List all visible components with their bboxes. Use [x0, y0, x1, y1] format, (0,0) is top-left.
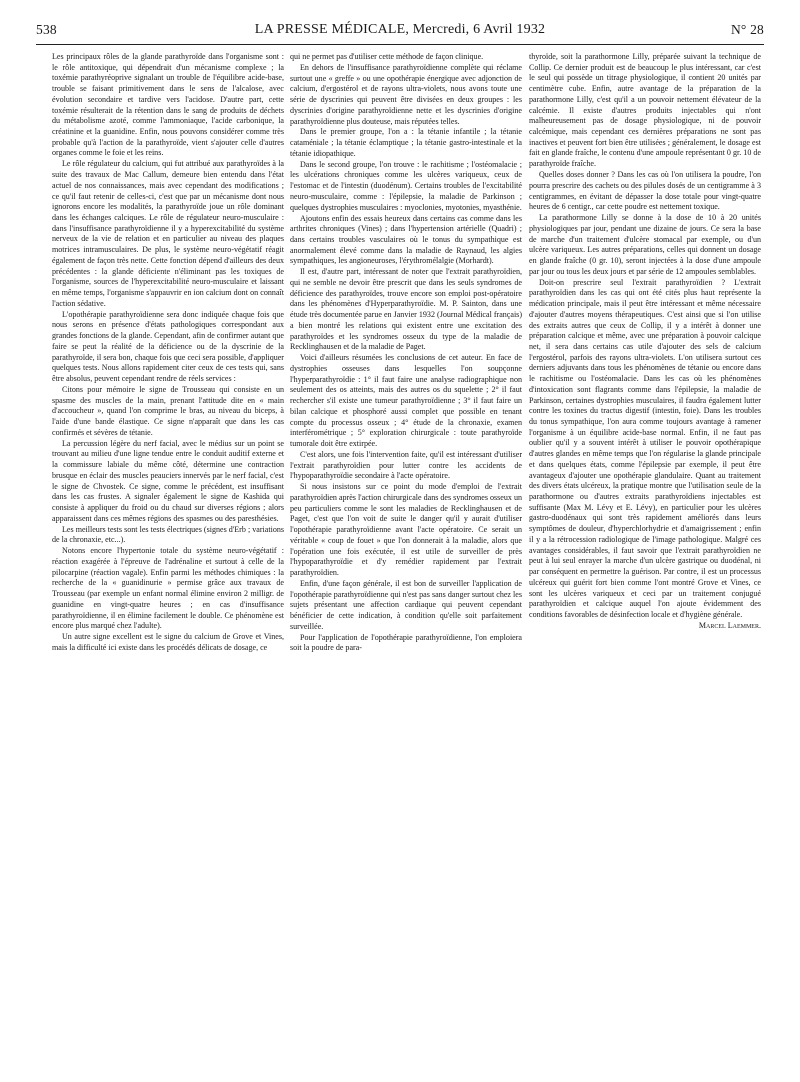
- column-right: [529, 52, 761, 1076]
- paragraph: Quelles doses donner ? Dans les cas où l'on utilisera la poudre, l'on pourra prescrire des cachets ou des pilules dosés de un centigramme à 3 centigrammes, en évitant de dépasser la dose totale pour vingt-quatre heures de 6 centigr., car cette poudre est nettement toxique.: [529, 170, 761, 212]
- paragraph: Dans le premier groupe, l'on a : la tétanie infantile ; la tétanie cataméniale ; la tétanie éclamptique ; la tétanie gastro-intestinale et la tétanie idiopathique.: [290, 127, 522, 158]
- paragraph: Un autre signe excellent est le signe du calcium de Grove et Vines, mais la difficulté ici existe dans les procédés délicats de dosage, ce: [52, 632, 284, 652]
- paragraph: Si nous insistons sur ce point du mode d'emploi de l'extrait parathyroïdien après l'action chirurgicale dans des syndromes osseux un peu particuliers comme le sont les maladies de Recklinghausen et de Paget, c'est que l'on voit de suite le danger qu'il y aurait d'utiliser l'opothérapie parathyroïdienne avant l'acte opératoire. Ce serait un véritable « coup de fouet » que l'on donnerait à la maladie, alors que l'opération une fois exécutée, il est utile de surveiller de près l'hypoparathyroïdie et d'y remédier rapidement par l'extrait parathyroïdien.: [290, 482, 522, 577]
- paragraph: L'opothérapie parathyroïdienne sera donc indiquée chaque fois que nous serons en présence d'états pathologiques correspondant aux grandes fonctions de la glande. Cependant, afin de confirmer autant que faire se peut la réalité de la déficience ou de la dyscrinie de la parathyroïde, il sera bon, chaque fois que ceci sera possible, d'appliquer quelques tests. Nous allons rapidement citer ceux de ces tests qui, sans être absolus, peuvent cependant rendre de réels services :: [52, 309, 284, 383]
- paragraph: Les principaux rôles de la glande parathyroïde dans l'organisme sont : le rôle antitoxique, qui dépendrait d'un mécanisme complexe ; la toxémie parathyréoprive signalant un trouble de l'équilibre acide-base, trouble se faisant primitivement dans le sens de l'alcalose, avec évolution secondaire et tardive vers l'acidose. D'autre part, cette toxémie résulterait de la rétention dans le sang de produits de déchets du métabolisme azoté, comme l'ammoniaque, l'acide carbonique, la créatinine et la guanidine. Enfin, nous pouvons considérer comme très probable qu'à l'action de la parathyroïde, vient s'ajouter celle d'autres organes comme le foie et les reins.: [52, 52, 284, 158]
- paragraph: thyroïde, soit la parathormone Lilly, préparée suivant la technique de Collip. Ce dernier produit est de beaucoup le plus intéressant, car c'est le seul qui possède un titrage physiologique, il contient 20 unités par centimètre cube. Enfin, autre avantage de la préparation de la parathormone Lilly, c'est qu'il a un pouvoir nettement élévateur de la calcémie. Il existe d'autres produits injectables qui n'ont malheureusement pas de dosage physiologique, ni de pouvoir calcémique, mais cependant ces dernières préparations ne sont pas inactives et peuvent fort bien être utilisées ; généralement, le dosage est fait en glande fraîche, le contenu d'une ampoule représentant 0 gr. 10 de parathyroïde fraîche.: [529, 52, 761, 169]
- paragraph: Dans le second groupe, l'on trouve : le rachitisme ; l'ostéomalacie ; les ulcérations chroniques comme les ulcères variqueux, ceux de l'estomac et de l'intestin (duodénum). Certains troubles de l'excitabilité neuro-musculaire, comme : l'épilepsie, la maladie de Parkinson ; quelques dystrophies musculaires : myoclonies, myotonies, myasthénie.: [290, 159, 522, 212]
- paragraph: Notons encore l'hypertonie totale du système neuro-végétatif : réaction exagérée à l'épreuve de l'adrénaline et surtout à celle de la pilocarpine (réaction vagale). Enfin parmi les méthodes chimiques : la recherche de la « guanidinurie » permise grâce aux travaux de Trousseau (par exemple un enfant normal élimine environ 2 milligr. de guanidine en vingt-quatre heures ; en cas d'insuffisance parathyroïdienne, il en élimine facilement le double. Ce phénomène est encore plus marqué chez l'adulte).: [52, 546, 284, 631]
- issue-number: N° 28: [730, 22, 764, 37]
- page-number: 538: [36, 22, 57, 37]
- paragraph: La parathormone Lilly se donne à la dose de 10 à 20 unités physiologiques par jour, pendant une dizaine de jours. Ce sera la base de marche d'un traitement d'ulcère stomacal par exemple, ou d'un ulcère variqueux. Les autres préparations, celles qui donnent un dosage en glande fraîche (0 gr. 10), seront injectées à la dose d'une ampoule par jour ou tous les deux jours et par série de 12 ampoules semblables.: [529, 213, 761, 276]
- column-middle: [290, 52, 522, 1076]
- paragraph: Enfin, d'une façon générale, il est bon de surveiller l'application de l'opothérapie parathyroïdienne qui n'est pas sans danger surtout chez les sujets présentant une affection cardiaque qui peuvent cependant bénéficier de cette indication, à condition qu'elle soit parfaitement surveillée.: [290, 578, 522, 631]
- paragraph: En dehors de l'insuffisance parathyroïdienne complète qui réclame surtout une « greffe » ou une opothérapie énergique avec adjonction de calcium, d'ergostérol et de rayons ultra-violets, nous avons toute une série de dyscrinies qui peuvent être divisées en deux groupes : les dyscrinies d'origine parathyroïdienne nette et les dyscrinies d'origine parathyroïdienne plus douteuse, mais réputées telles.: [290, 62, 522, 126]
- author-signature: Marcel Laemmer.: [698, 620, 761, 630]
- paragraph: Doit-on prescrire seul l'extrait parathyroïdien ? L'extrait parathyroïdien dans les cas qui ont été cités plus haut représente la médication principale, mais il peut être intéressant et même nécessaire d'ajouter d'autres moyens thérapeutiques. C'est ainsi que si l'on utilise des extraits autres que ceux de Collip, il y a intérêt à donner une préparation calcique et même, avec une préparation à pouvoir calcique net, il sera dans certains cas utile d'ajouter des sels de calcium l'ergostérol, parfois des rayons ultra-violets. L'on utilisera surtout ces derniers adjuvants dans tous les phénomènes de tétanie ou encore dans le rachitisme ou l'ostéomalacie. Dans les cas où les phénomènes d'intoxication sont flagrants comme dans l'épilepsie, la maladie de Parkinson, certaines dystrophies musculaires, il faudra également lutter contre les toxines du tractus digestif (intestin, foie). Dans les troubles du tonus sympathique, l'on aura comme toujours avantage à ramener l'organisme à un équilibre acide-base normal. Enfin, il ne faut pas oublier qu'il y a souvent intérêt à utiliser le pouvoir opothérapique d'autres glandes en même temps que l'on régularise la glande principale et dans quelques états, comme l'épilepsie par exemple, il peut être avantageux d'ajouter une opothérapie glandulaire. Quant au traitement des divers états ulcéreux, la pratique montre que l'utilisation seule de la parathormone ou d'autres extraits parathyroïdiens injectables est suffisante (Max M. Lévy et E. Lévy), en particulier pour les ulcères gastro-duodénaux qui sont très rapidement améliorés dans leurs symptômes de douleur, d'hyperchlorhydrie et d'amaigrissement ; enfin il y a la rétrocession radiologique de l'image pathologique. Malgré ces avantages considérables, il faut savoir que l'extrait parathyroïdien ne peut à lui seul enrayer la marche d'un ulcère gastrique ou duodénal, ni par conséquent en permettre la guérison. Par contre, il est un processus ulcéreux qui guérit fort bien comme l'ont montré Grove et Vines, ce sont les ulcères variqueux et ceci par un traitement conjugué parathyroïdien et calcique auquel l'on ajoute évidemment des conditions favorables de désinfection locale et d'hygiène générale.: [529, 277, 761, 619]
- page-header: [36, 18, 764, 45]
- paragraph: Le rôle régulateur du calcium, qui fut attribué aux parathyroïdes à la suite des travaux de Mac Callum, demeure bien entendu dans l'état actuel de nos connaissances, mais avec cependant des modifications ; ce qu'il faut retenir de celles-ci, c'est que par un mécanisme dont nous ignorons encore les modalités, la parathyroïde joue un rôle dominant dans les échanges calciques. Le rôle de régulateur neuro-musculaire : dans l'insuffisance parathyroïdienne il y a hyperexcitabilité du système nerveux de la vie de relation et en particulier au niveau des plaques motrices intramusculaires. De plus, le système neuro-végétatif réagit également de façon très nette. Cette fonction dépend d'ailleurs des deux précédentes : la glande déficiente n'éliminant pas les toxiques de l'organisme, sources de l'hyperexcitabilité neuro-musculaire et laissant en même temps, l'organisme s'appauvrir en ion calcium dont on connaît l'action sédative.: [52, 159, 284, 308]
- paragraph: Les meilleurs tests sont les tests électriques (signes d'Erb ; variations de la chronaxie, etc...).: [52, 524, 284, 545]
- paragraph: qui ne permet pas d'utiliser cette méthode de façon clinique.: [290, 52, 484, 61]
- paragraph: Citons pour mémoire le signe de Trousseau qui consiste en un spasme des muscles de la main, prenant l'attitude dite en « main d'accoucheur », quand l'on comprime le bras, au niveau du biceps, à l'aide d'une bande élastique. Ce signe n'apparaît que dans les cas confirmés et sévères de tétanie.: [52, 384, 284, 437]
- paragraph: Voici d'ailleurs résumées les conclusions de cet auteur. En face de dystrophies osseuses dans lesquelles l'on soupçonne l'hyperparathyroïdie : 1° il faut faire une analyse radiographique non seulement des os atteints, mais des autres os du squelette ; 2° il faut rechercher s'il existe une tumeur parathyroïdienne ; 3° il faut faire un bilan calcique et phosphoré aussi complet que possible en tenant compte du processus osseux ; 4° étude de la chronaxie, examen interférométrique ; 5° exploration chirurgicale : toute parathyroïde tumorale doit être extirpée.: [290, 353, 522, 448]
- paragraph: Il est, d'autre part, intéressant de noter que l'extrait parathyroïdien, qui ne semble ne devoir être prescrit que dans les seuls syndromes de déficience des parathyroïdes, trouve encore son emploi post-opératoire dans les phénomènes d'Hyperparathyroïdie. M. P. Sainton, dans une étude très documentée parue en Janvier 1932 (Journal Médical français) a bien montré les relations qui existent entre une excitation des parathyroïdes et les syndromes osseux du type de la maladie de Recklinghausen et de la maladie de Paget.: [290, 267, 522, 352]
- paragraph: Ajoutons enfin des essais heureux dans certains cas comme dans les arthrites chroniques (Vines) ; dans l'hypertension artérielle (Quadri) ; dans certains troubles vasculaires où le tonus du sympathique est anormalement élevé comme dans la maladie de Raynaud, les algies sympathiques, les angioneuroses, l'érythromélalgie (Morhardt).: [290, 213, 522, 266]
- paragraph: Pour l'application de l'opothérapie parathyroïdienne, l'on emploiera soit la poudre de para-: [290, 632, 522, 653]
- paragraph: C'est alors, une fois l'intervention faite, qu'il est intéressant d'utiliser l'extrait parathyroïdien pour lutter contre les accidents de l'hypoparathyroïdie secondaire à l'acte opératoire.: [290, 449, 522, 481]
- paragraph: La percussion légère du nerf facial, avec le médius sur un point se trouvant au milieu d'une ligne tendue entre le conduit auditif externe et la commissure labiale du même côté, détermine une contraction brusque en éclair des muscles peauciers innervés par le nerf facial, c'est le signe de Chvostek. Ce signe, comme le précédent, est insuffisant dans les cas frustes. A signaler également le signe de Kashida qui consiste à appliquer du froid ou du chaud sur diverses régions ; alors apparaissent dans ces mêmes régions des spasmes ou des paresthésies.: [52, 438, 284, 523]
- journal-title: LA PRESSE MÉDICALE, Mercredi, 6 Avril 1932: [254, 22, 546, 37]
- column-left: [52, 52, 284, 1076]
